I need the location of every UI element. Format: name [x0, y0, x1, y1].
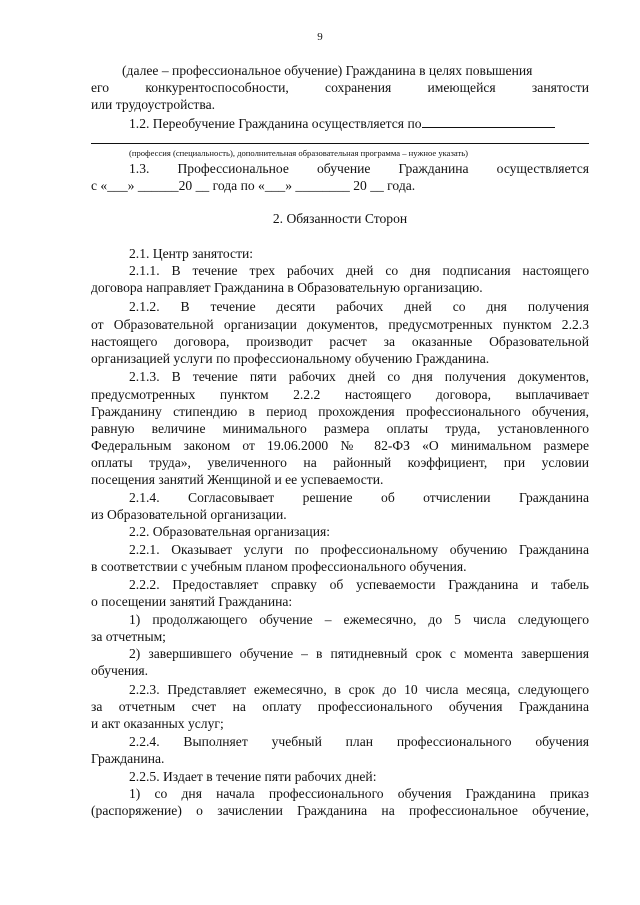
text-line: 2) завершившего обучение – в пятидневный срок с момента завершения [129, 646, 589, 661]
text-line: организацией услуги по профессиональному обучению Гражданина. [91, 351, 490, 366]
text-line: обучения. [91, 663, 149, 678]
text-line: (далее – профессиональное обучение) Гражданина в целях повышения [122, 63, 533, 78]
text-line: 2.2.1. Оказывает услуги по профессиональному обучению Гражданина [129, 542, 589, 557]
text-line: или трудоустройства. [91, 97, 216, 112]
text-line: договора направляет Гражданина в Образовательную организацию. [91, 280, 483, 295]
text-line: посещения занятий Женщиной и ее успеваемости. [91, 472, 384, 487]
text-line: (распоряжение) о зачислении Гражданина на профессиональное обучение, [91, 803, 589, 818]
page-number: 9 [317, 31, 323, 43]
text-line: 2.1.4. Согласовывает решение об отчислении Гражданина [129, 490, 589, 505]
text-line: о посещении занятий Гражданина: [91, 594, 293, 609]
text-line: 2.1.3. В течение пяти рабочих дней со дня получения документов, [129, 369, 589, 384]
text-line: 2.1.2. В течение десяти рабочих дней со дня получения [129, 299, 589, 314]
text-line: за отчетным; [91, 629, 166, 644]
text-line: 1.2. Переобучение Гражданина осуществляется по [129, 116, 422, 131]
text-line: Гражданину стипендию в период прохождения профессионального обучения, [91, 404, 589, 419]
footnote-caption: (профессия (специальность), дополнительная образовательная программа – нужное указать) [129, 148, 469, 158]
text-line: 2.2.2. Предоставляет справку об успеваемости Гражданина и табель [129, 577, 589, 592]
text-line: 1.3. Профессиональное обучение Гражданина осуществляется [129, 161, 589, 176]
text-line: от Образовательной организации документов, предусмотренных пунктом 2.2.3 [91, 317, 589, 332]
text-line: 2.2.4. Выполняет учебный план профессионального обучения [129, 734, 589, 749]
text-line: из Образовательной организации. [91, 507, 287, 522]
text-line: 2.1.1. В течение трех рабочих дней со дня подписания настоящего [129, 263, 589, 278]
text-line: 1) со дня начала профессионального обучения Гражданина приказ [129, 786, 589, 801]
text-line: и акт оказанных услуг; [91, 716, 224, 731]
text-line: его конкурентоспособности, сохранения имеющейся занятости [91, 80, 589, 95]
text-line: Федеральным законом от 19.06.2000 № 82-ФЗ «О минимальном размере [91, 438, 589, 453]
blank-line [422, 115, 555, 128]
text-line: 2.2.5. Издает в течение пяти рабочих дней: [129, 769, 377, 784]
text-line: настоящего договора, производит расчет за оказанные Образовательной [91, 334, 589, 349]
fill-in-rule [91, 143, 589, 144]
text-line: оплаты труда», увеличенного на районный коэффициент, при условии [91, 455, 589, 470]
text-line: Гражданина. [91, 751, 165, 766]
paragraph-1-2 [91, 115, 589, 132]
text-line: за отчетным счет на оплату профессионального обучения Гражданина [91, 699, 589, 714]
section-heading: 2. Обязанности Сторон [272, 211, 408, 226]
text-line: 2.1. Центр занятости: [129, 246, 254, 261]
text-line: 2.2. Образовательная организация: [129, 524, 331, 539]
text-line: равную величине минимального размера оплаты труда, установленного [91, 421, 589, 436]
text-line: с «___» ______20 __ года по «___» ________ 20 __ года. [91, 178, 416, 193]
text-line: 1) продолжающего обучение – ежемесячно, до 5 числа следующего [129, 612, 589, 627]
text-line: 2.2.3. Представляет ежемесячно, в срок до 10 числа месяца, следующего [129, 682, 589, 697]
text-line: предусмотренных пунктом 2.2.2 настоящего договора, выплачивает [91, 387, 589, 402]
text-line: в соответствии с учебным планом профессионального обучения. [91, 559, 467, 574]
